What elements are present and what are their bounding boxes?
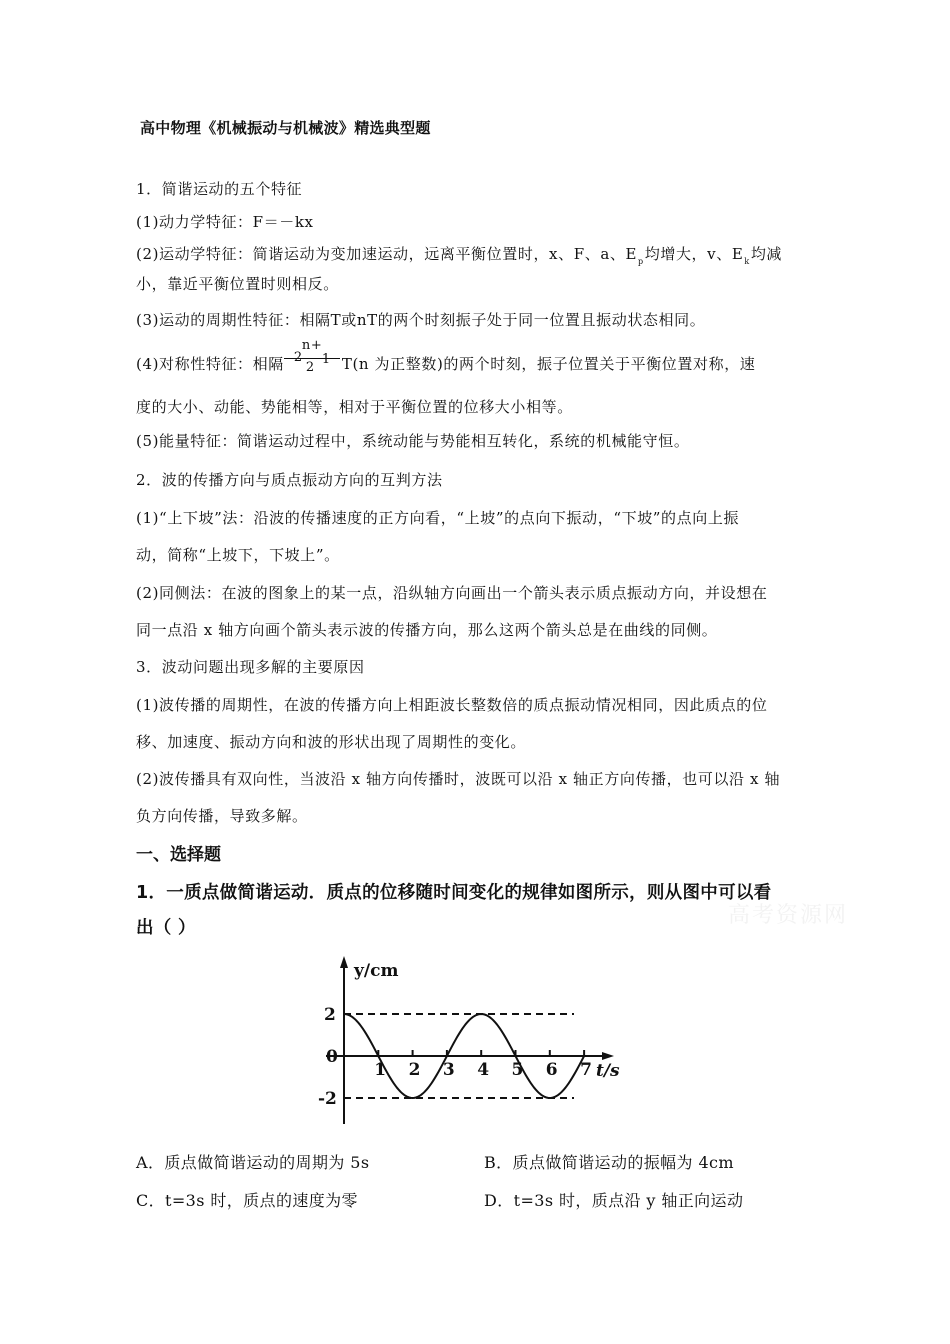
text-segment: (4)对称性特征：相隔 — [136, 355, 284, 373]
question-1-line-2: 出（ ） — [136, 918, 196, 938]
document-title: 高中物理《机械振动与机械波》精选典型题 — [140, 119, 431, 137]
method-same-side-cont: 同一点沿 x 轴方向画个箭头表示波的传播方向，那么这两个箭头总是在曲线的同侧。 — [136, 621, 718, 639]
text-segment: T(n 为正整数)的两个时刻，振子位置关于平衡位置对称，速 — [341, 355, 756, 373]
section-heading-choice: 一、选择题 — [136, 845, 221, 865]
reason-periodicity-cont: 移、加速度、振动方向和波的形状出现了周期性的变化。 — [136, 733, 527, 751]
fraction-bar — [284, 358, 340, 359]
section-2-heading: 2．波的传播方向与质点振动方向的互判方法 — [136, 471, 443, 489]
fraction-one: 1 — [321, 352, 331, 367]
feature-symmetry-cont: 度的大小、动能、势能相等，相对于平衡位置的位移大小相等。 — [136, 398, 573, 416]
y-tick-label-neg2: -2 — [318, 1089, 337, 1109]
feature-periodicity: (3)运动的周期性特征：相隔T或nT的两个时刻振子处于同一位置且振动状态相同。 — [136, 311, 706, 329]
option-a[interactable]: A．质点做简谐运动的周期为 5s — [136, 1153, 370, 1172]
reason-bidirectional-cont: 负方向传播，导致多解。 — [136, 807, 308, 825]
feature-kinematics — [136, 243, 782, 266]
subscript-p: p — [638, 257, 644, 266]
x-tick-label-2: 2 — [408, 1060, 421, 1080]
x-tick-label-7: 7 — [580, 1060, 592, 1080]
method-slope-cont: 动，简称“上坡下，下坡上”。 — [136, 546, 340, 564]
displacement-time-graph — [310, 952, 630, 1132]
feature-energy: (5)能量特征：简谐运动过程中，系统动能与势能相互转化，系统的机械能守恒。 — [136, 432, 690, 450]
x-tick-label-4: 4 — [477, 1060, 490, 1080]
question-1-line-1: 1．一质点做简谐运动．质点的位移随时间变化的规律如图所示，则从图中可以看 — [136, 883, 772, 903]
feature-kinematics-cont: 小，靠近平衡位置时则相反。 — [136, 275, 339, 293]
x-tick-label-3: 3 — [442, 1060, 455, 1080]
y-tick-label-2: 2 — [324, 1005, 336, 1025]
section-1-heading: 1．简谐运动的五个特征 — [136, 180, 303, 198]
text-segment: (2)运动学特征：简谐运动为变加速运动，远离平衡位置时，x、F、a、E — [136, 245, 638, 263]
x-tick-label-1: 1 — [374, 1060, 387, 1080]
x-tick-label-5: 5 — [511, 1060, 524, 1080]
y-tick-label-0: 0 — [326, 1047, 338, 1067]
option-d[interactable]: D．t=3s 时，质点沿 y 轴正向运动 — [484, 1191, 744, 1210]
x-axis-label: t/s — [596, 1061, 620, 1081]
section-3-heading: 3．波动问题出现多解的主要原因 — [136, 658, 365, 676]
option-b[interactable]: B．质点做简谐运动的振幅为 4cm — [484, 1153, 734, 1172]
y-axis-arrow — [340, 956, 348, 968]
method-same-side: (2)同侧法：在波的图象上的某一点，沿纵轴方向画出一个箭头表示质点振动方向，并设想在 — [136, 584, 768, 602]
feature-symmetry — [136, 338, 756, 375]
fraction — [284, 338, 342, 375]
watermark: 高考资源网 — [728, 903, 849, 928]
x-tick-label-6: 6 — [545, 1060, 558, 1080]
x-axis-arrow — [602, 1052, 614, 1060]
subscript-k: k — [744, 257, 750, 266]
text-segment: 均减 — [750, 245, 783, 263]
y-axis-label: y/cm — [354, 961, 399, 981]
fraction-numerator: n+ — [301, 338, 323, 353]
option-c[interactable]: C．t=3s 时，质点的速度为零 — [136, 1191, 358, 1210]
reason-periodicity: (1)波传播的周期性，在波的传播方向上相距波长整数倍的质点振动情况相同，因此质点的位 — [136, 696, 768, 714]
x-tick-labels — [374, 1060, 592, 1080]
fraction-denominator: 2 — [305, 360, 315, 375]
feature-dynamics: (1)动力学特征：F＝－kx — [136, 213, 314, 231]
reason-bidirectional: (2)波传播具有双向性，当波沿 x 轴方向传播时，波既可以沿 x 轴正方向传播，也可以沿 x 轴 — [136, 770, 781, 788]
text-segment: 均增大，v、E — [644, 245, 744, 263]
fraction-coefficient: 2 — [293, 350, 303, 365]
method-slope: (1)“上下坡”法：沿波的传播速度的正方向看，“上坡”的点向下振动，“下坡”的点向上振 — [136, 509, 740, 527]
